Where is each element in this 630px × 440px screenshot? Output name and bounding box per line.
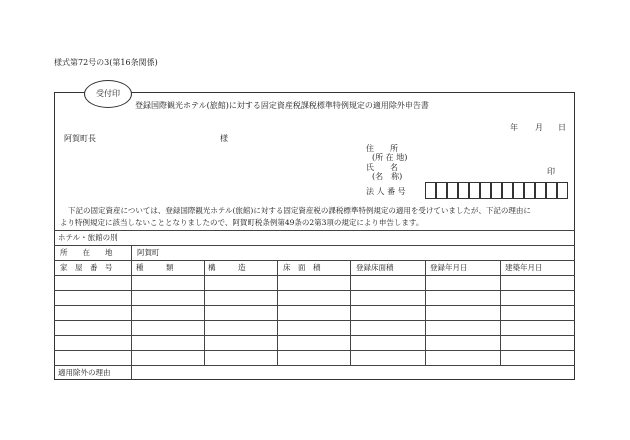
hotel-type-label: ホテル・旅館の別 <box>58 233 118 242</box>
form-number: 様式第72号の3(第16条関係) <box>54 58 158 67</box>
corp-number-box[interactable] <box>480 182 491 199</box>
header-structure: 構 造 <box>208 263 246 272</box>
table-divider <box>500 260 501 365</box>
table-rule <box>54 275 575 276</box>
reception-stamp <box>84 80 132 108</box>
form-frame <box>54 89 575 380</box>
date-month: 月 <box>535 123 543 132</box>
table-rule <box>54 305 575 306</box>
table-divider <box>425 260 426 365</box>
header-floor-area: 床 面 積 <box>283 263 321 272</box>
corp-number-box[interactable] <box>546 182 557 199</box>
corp-number-box[interactable] <box>447 182 458 199</box>
header-type: 種 類 <box>136 263 174 272</box>
table-rule <box>54 245 575 246</box>
header-registration-date: 登録年月日 <box>430 263 468 272</box>
corp-number-box[interactable] <box>491 182 502 199</box>
name-sub-label: (名 称) <box>372 172 403 181</box>
location-label: (所 在 地) <box>372 153 408 162</box>
body-text-line2: より特例規定に該当しないこととなりましたので、阿賀町税条例第49条の2第3項の規定により申告します。 <box>60 218 424 227</box>
seal-mark: 印 <box>547 167 555 176</box>
table-rule <box>54 350 575 351</box>
reason-label: 適用除外の理由 <box>58 368 111 377</box>
date-year: 年 <box>510 123 518 132</box>
corp-number-box[interactable] <box>513 182 524 199</box>
header-registered-floor-area: 登録床面積 <box>356 263 394 272</box>
name-label: 氏 名 <box>366 163 398 172</box>
addressee-honorific: 様 <box>220 134 228 143</box>
addressee-name: 阿賀町長 <box>64 134 96 143</box>
address-label: 住 所 <box>366 144 398 153</box>
corp-number-box[interactable] <box>458 182 469 199</box>
header-house-number: 家 屋 番 号 <box>60 263 113 272</box>
stamp-label: 受付印 <box>96 89 120 98</box>
table-divider <box>277 260 278 365</box>
table-divider <box>131 245 132 380</box>
corp-number-box[interactable] <box>436 182 447 199</box>
table-rule <box>54 230 575 231</box>
corp-number-box[interactable] <box>502 182 513 199</box>
corp-number-label: 法 人 番 号 <box>366 187 406 196</box>
form-title: 登録国際観光ホテル(旅館)に対する固定資産税課税標準特例規定の適用除外申告書 <box>135 101 429 110</box>
table-rule <box>54 320 575 321</box>
table-rule <box>54 335 575 336</box>
table-divider <box>204 260 205 365</box>
location-row-value: 阿賀町 <box>137 248 160 257</box>
corp-number-box[interactable] <box>535 182 546 199</box>
corp-number-box[interactable] <box>557 182 568 199</box>
table-rule <box>54 260 575 261</box>
body-text-line1: 下記の固定資産については、登録国際観光ホテル(旅館)に対する固定資産税の課税標準特例規定の適用を受けていましたが、下記の理由に <box>68 206 531 215</box>
corp-number-box[interactable] <box>425 182 436 199</box>
corp-number-box[interactable] <box>524 182 535 199</box>
corp-number-box[interactable] <box>469 182 480 199</box>
header-construction-date: 建築年月日 <box>505 263 543 272</box>
table-rule <box>54 290 575 291</box>
date-day: 日 <box>558 123 566 132</box>
table-divider <box>350 260 351 365</box>
table-rule <box>54 365 575 366</box>
location-row-label: 所 在 地 <box>60 248 113 257</box>
